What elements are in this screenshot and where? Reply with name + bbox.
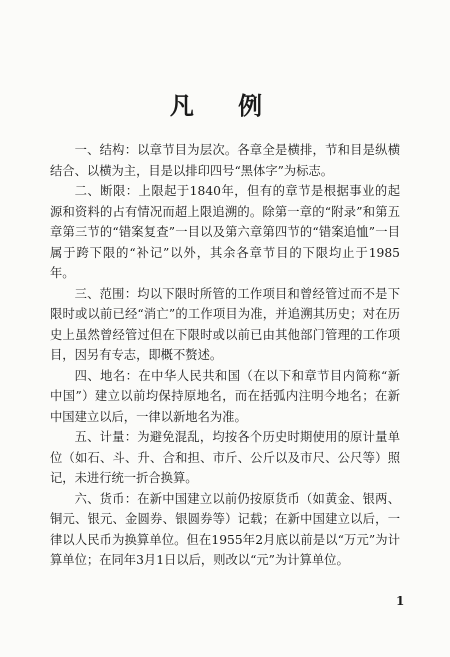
paragraph-time-limit: 二、断限：上限起于1840年，但有的章节是根据事业的起源和资料的占有情况而超上限追溯的。除第一章的“附录”和第五章第三节的“错案复查”一目以及第六章第四节的“错案追恤”一目属于跨下限的“补记”以外，其余各章节目的下限均止于1985年。 — [50, 184, 400, 280]
page-number: 1 — [396, 594, 405, 608]
page-title: 凡 例 — [169, 91, 281, 120]
paragraph-place-names: 四、地名：在中华人民共和国（在以下和章节目内简称“新中国”）建立以前均保持原地名，而在括弧内注明今地名；在新中国建立以后，一律以新地名为准。 — [50, 368, 400, 424]
paragraph-currency: 六、货币：在新中国建立以前仍按原货币（如黄金、银两、铜元、银元、金圆券、银圆券等）记载；在新中国建立以后，一律以人民币为换算单位。但在1955年2月底以前是以“万元”为计算单位；在同年3月1日以后，则改以“元”为计算单位。 — [50, 491, 400, 567]
paragraph-scope: 三、范围：均以下限时所管的工作项目和曾经管过而不是下限时或以前已经“消亡”的工作项目为准，并追溯其历史；对在历史上虽然曾经管过但在下限时或以前已由其他部门管理的工作项目，因另有专志，即概不赘述。 — [50, 286, 400, 362]
paragraph-structure: 一、结构：以章节目为层次。各章全是横排，节和目是纵横结合、以横为主，目是以排印四号“黑体字”为标志。 — [50, 143, 400, 178]
paragraph-measurement: 五、计量：为避免混乱，均按各个历史时期使用的原计量单位（如石、斗、升、合和担、市斤、公斤以及市尺、公尺等）照记，未进行统一折合换算。 — [50, 430, 400, 485]
body-text — [50, 140, 400, 571]
